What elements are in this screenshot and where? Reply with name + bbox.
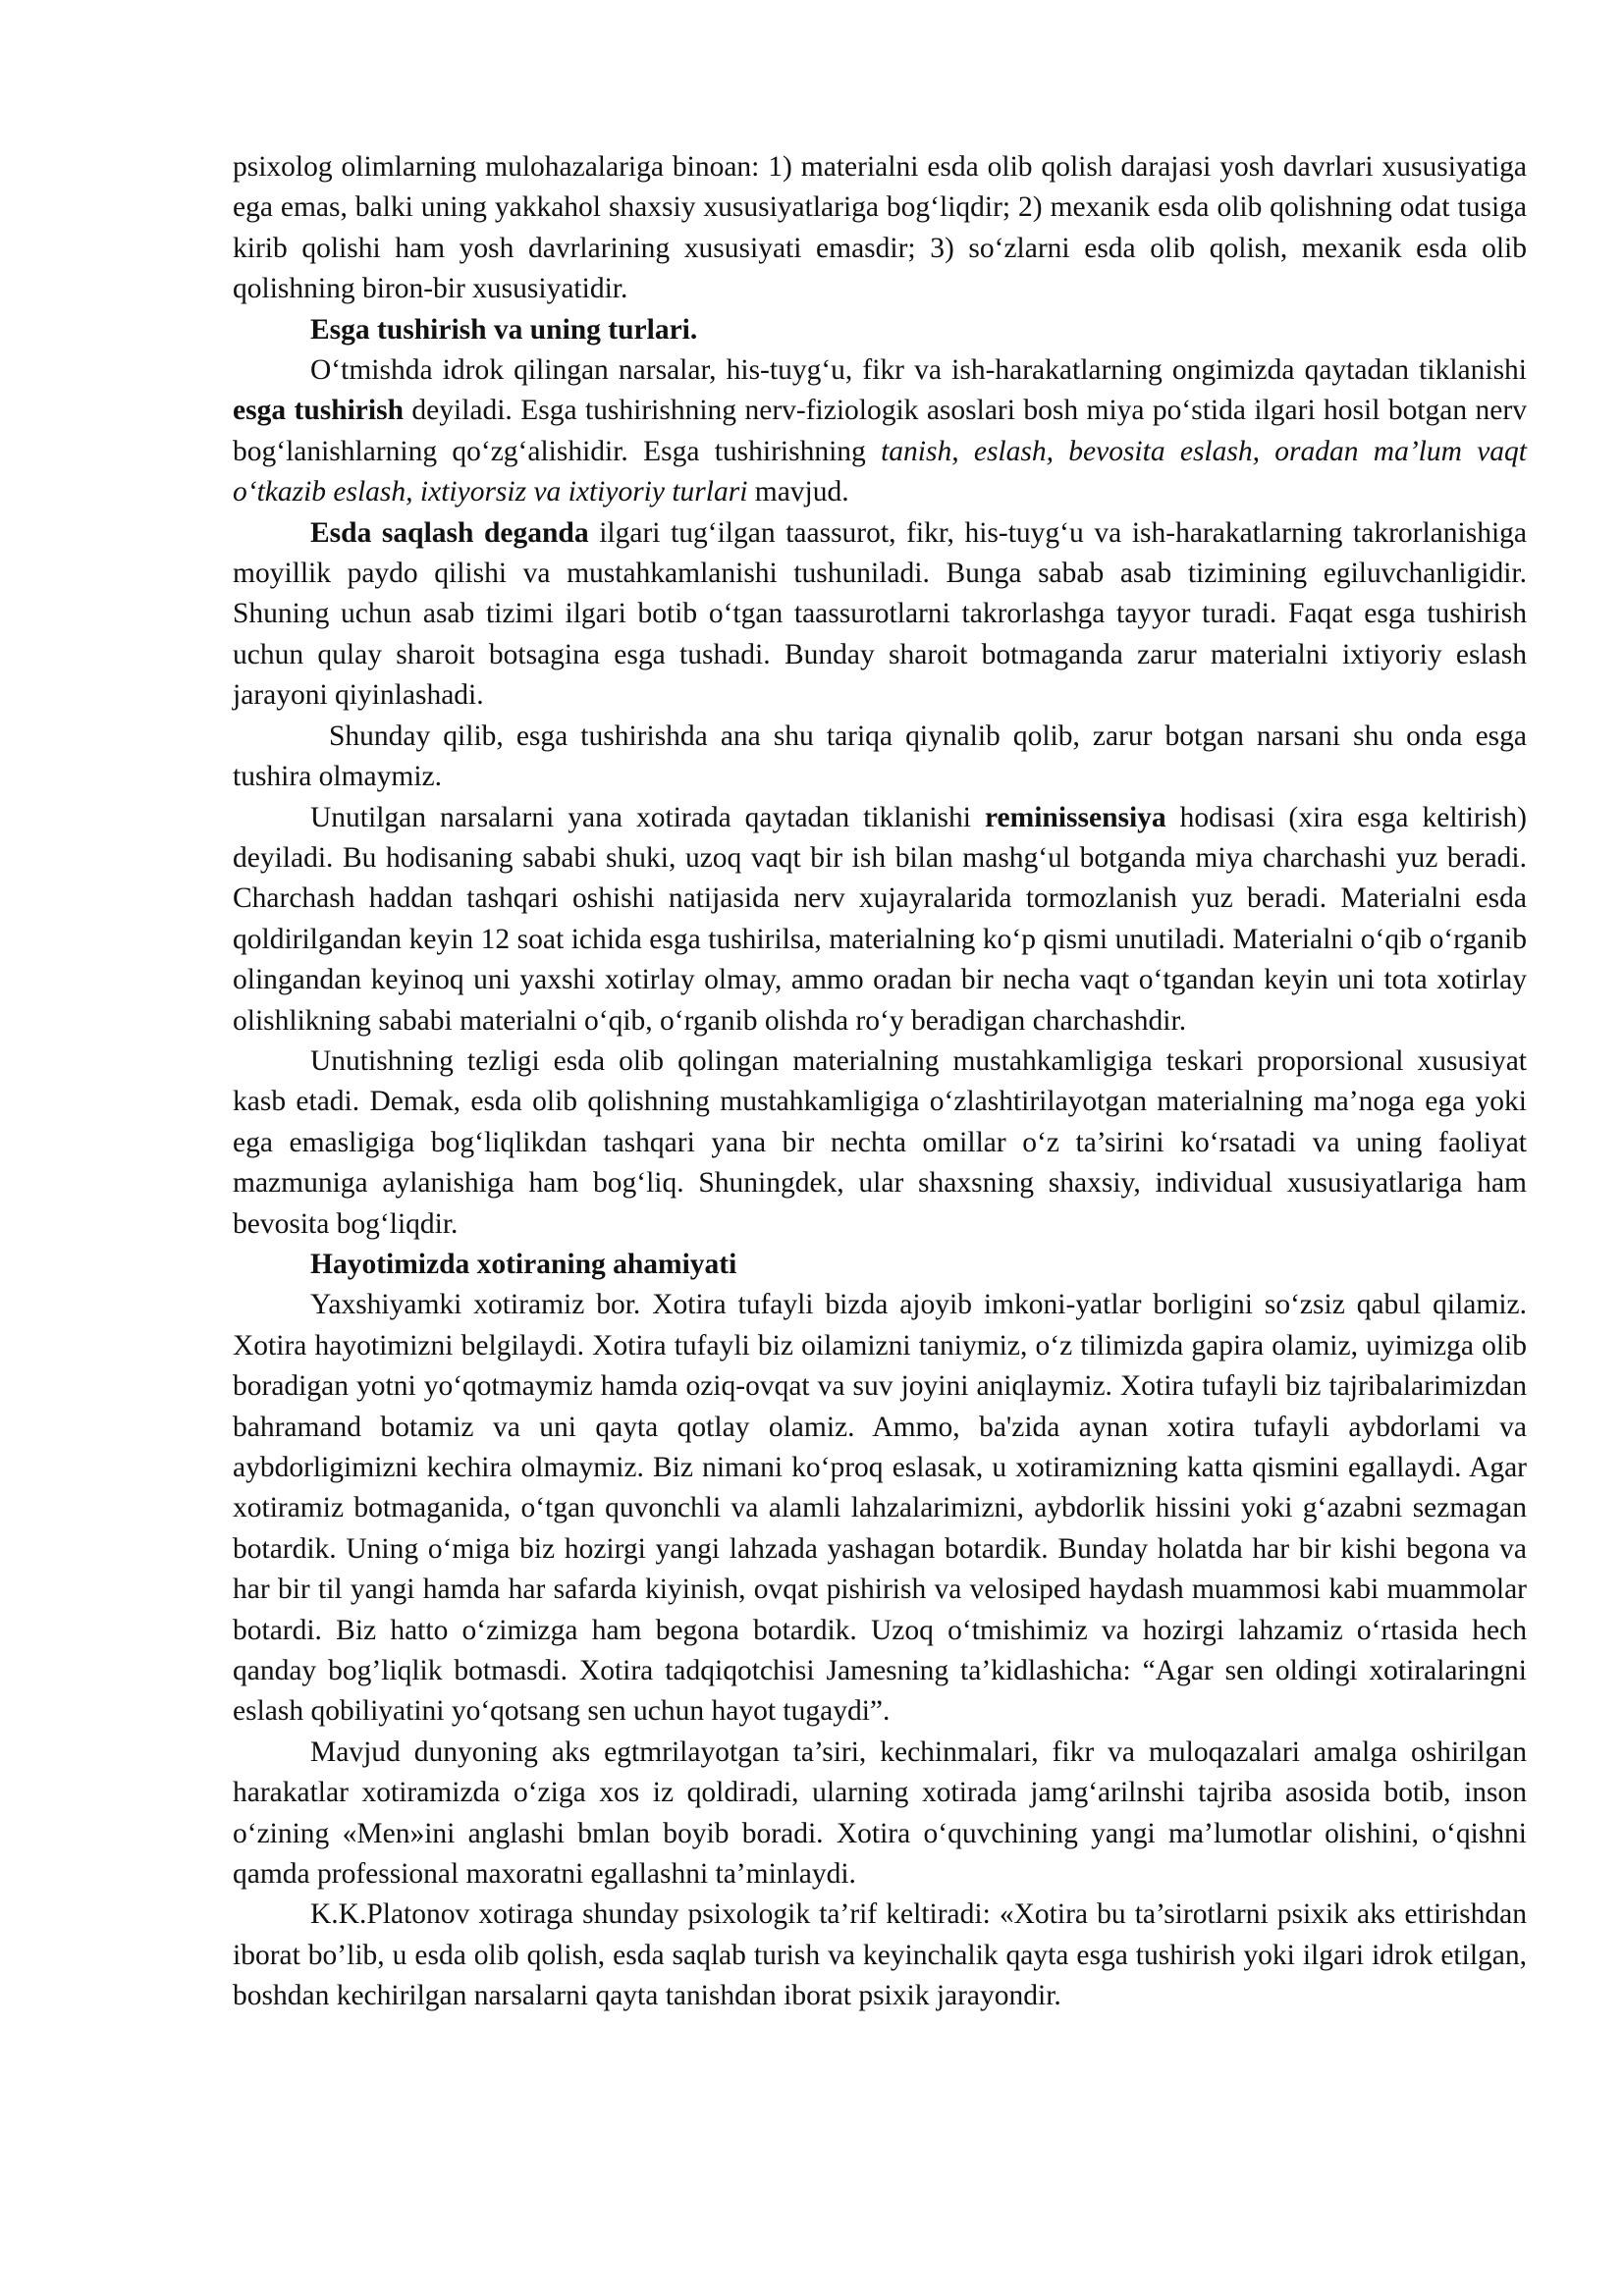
italic-term-list: tanish, eslash, bevosita eslash, oradan ma’lum vaqt o‘tkazib eslash, ixtiyorsiz va ixtiyoriy turlari bbox=[233, 435, 1527, 508]
paragraph-forgetting-speed: Unutishning tezligi esda olib qolingan materialning mustahkamligiga teskari proporsional xususiyat kasb etadi. Demak, esda olib qolishning mustahkamligiga o‘zlashtirilayotgan materialning ma’noga ega yoki ega emasligiga bog‘liqlikdan tashqari yana bir nechta omillar o‘z ta’sirini ko‘rsatadi va uning faoliyat mazmuniga aylanishiga ham bog‘liq. Shuningdek, ular shaxsning shaxsiy, individual xususiyatlariga ham bevosita bog‘liqdir. bbox=[233, 1044, 1527, 1240]
paragraph-recall-definition bbox=[233, 350, 1527, 513]
bold-term: esga tushirish bbox=[233, 395, 404, 427]
paragraph-continuation: psixolog olimlarning mulohazalariga binoan: 1) materialni esda olib qolish darajasi yosh davrlari xususiyatiga ega emas, balki uning yakkahol shaxsiy xususiyatlariga bog‘liqdir; 2) mexanik esda olib qolishning odat tusiga kirib qolishi ham yosh davrlarining xususiyati emasdir; 3) so‘zlarni esda olib qolish, mexanik esda olib qolishning biron-bir xususiyatidir. bbox=[233, 151, 1527, 305]
text-run: O‘tmishda idrok qilingan narsalar, his-tuyg‘u, fikr va ish-harakatlarning ongimizda qaytadan tiklanishi bbox=[310, 354, 1527, 387]
section-heading-recall: Esga tushirish va uning turlari. bbox=[310, 313, 698, 346]
text-run: hodisasi (xira esga keltirish) deyiladi. Bu hodisaning sababi shuki, uzoq vaqt bir ish bilan mashg‘ul botganda miya charchashi yuz beradi. Charchash haddan tashqari oshishi natijasida nerv xujayralarida tormozlanish yuz beradi. Materialni esda qoldirilgandan keyin 12 soat ichida esga tushirilsa, materialning ko‘p qismi unutiladi. Materialni o‘qib o‘rganib olingandan keyinoq uni yaxshi xotirlay olmay, ammo oradan bir necha vaqt o‘tgandan keyin uni tota xotirlay olishlikning sababi materialni o‘qib, o‘rganib olishda ro‘y beradigan charchashdir. bbox=[233, 801, 1528, 1037]
bold-term: reminissensiya bbox=[984, 801, 1166, 833]
paragraph-retention bbox=[233, 513, 1527, 717]
bold-term: Esda saqlash deganda bbox=[310, 516, 589, 549]
document-page bbox=[233, 147, 1527, 2017]
text-run: mavjud. bbox=[747, 476, 849, 508]
section-heading-importance: Hayotimizda xotiraning ahamiyati bbox=[310, 1248, 737, 1280]
paragraph-world-reflection: Mavjud dunyoning aks egtmrilayotgan ta’siri, kechinmalari, fikr va muloqazalari amalga oshirilgan harakatlar xotiramizda o‘ziga xos iz qoldiradi, ularning xotirada jamg‘arilnshi tajriba asosida botib, inson o‘zining «Men»ini anglashi bmlan boyib boradi. Xotira o‘quvchining yangi ma’lumotlar olishini, o‘qishni qamda professional maxoratni egallashni ta’minlaydi. bbox=[233, 1735, 1527, 1891]
text-run: Unutilgan narsalarni yana xotirada qaytadan tiklanishi bbox=[310, 801, 985, 833]
text-run: ilgari tug‘ilgan taassurot, fikr, his-tuyg‘u va ish-harakatlarning takrorlanishiga moyillik paydo qilishi va mustahkamlanishi tushuniladi. Bunga sabab asab tizimining egiluvchanligidir. Shuning uchun asab tizimi ilgari botib o‘tgan taassurotlarni takrorlashga tayyor turadi. Faqat esga tushirish uchun qulay sharoit botsagina esga tushadi. Bunday sharoit botmaganda zarur materialni ixtiyoriy eslash jarayoni qiyinlashadi. bbox=[233, 516, 1527, 712]
paragraph-reminiscence bbox=[233, 798, 1527, 1041]
paragraph-conclusion: Shunday qilib, esga tushirishda ana shu tariqa qiynalib qolib, zarur botgan narsani shu onda esga tushira olmaymiz. bbox=[233, 720, 1527, 793]
paragraph-platonov-definition: K.K.Platonov xotiraga shunday psixologik ta’rif keltiradi: «Xotira bu ta’sirotlarni psixik aks ettirishdan iborat bo’lib, u esda olib qolish, esda saqlab turish va keyinchalik qayta esga tushirish yoki ilgari idrok etilgan, boshdan kechirilgan narsalarni qayta tanishdan iborat psixik jarayondir. bbox=[233, 1898, 1527, 2012]
paragraph-importance: Yaxshiyamki xotiramiz bor. Xotira tufayli bizda ajoyib imkoni-yatlar borligini so‘zsiz qabul qilamiz. Xotira hayotimizni belgilaydi. Xotira tufayli biz oilamizni taniymiz, o‘z tilimizda gapira olamiz, uyimizga olib boradigan yotni yo‘qotmaymiz hamda oziq-ovqat va suv joyini aniqlaymiz. Xotira tufayli biz tajribalarimizdan bahramand botamiz va uni qayta qotlay olamiz. Ammo, ba'zida aynan xotira tufayli aybdorlami va aybdorligimizni kechira olmaymiz. Biz nimani ko‘proq eslasak, u xotiramizning katta qismini egallaydi. Agar xotiramiz botmaganida, o‘tgan quvonchli va alamli lahzalarimizni, aybdorlik hissini yoki g‘azabni sezmagan botardik. Uning o‘miga biz hozirgi yangi lahzada yashagan botardik. Bunday holatda har bir kishi begona va har bir til yangi hamda har safarda kiyinish, ovqat pishirish va velosiped haydash muammosi kabi muammolar botardi. Biz hatto o‘zimizga ham begona botardik. Uzoq o‘tmishimiz va hozirgi lahzamiz o‘rtasida hech qanday bog’liqlik botmasdi. Xotira tadqiqotchisi Jamesning ta’kidlashicha: “Agar sen oldingi xotiralaringni eslash qobiliyatini yo‘qotsang sen uchun hayot tugaydi”. bbox=[233, 1289, 1527, 1728]
text-run: deyiladi. Esga tushirishning nerv-fiziologik asoslari bosh miya po‘stida ilgari hosil botgan nerv bog‘lanishlarning qo‘zg‘alishidir. Esga tushirishning bbox=[233, 395, 1527, 467]
